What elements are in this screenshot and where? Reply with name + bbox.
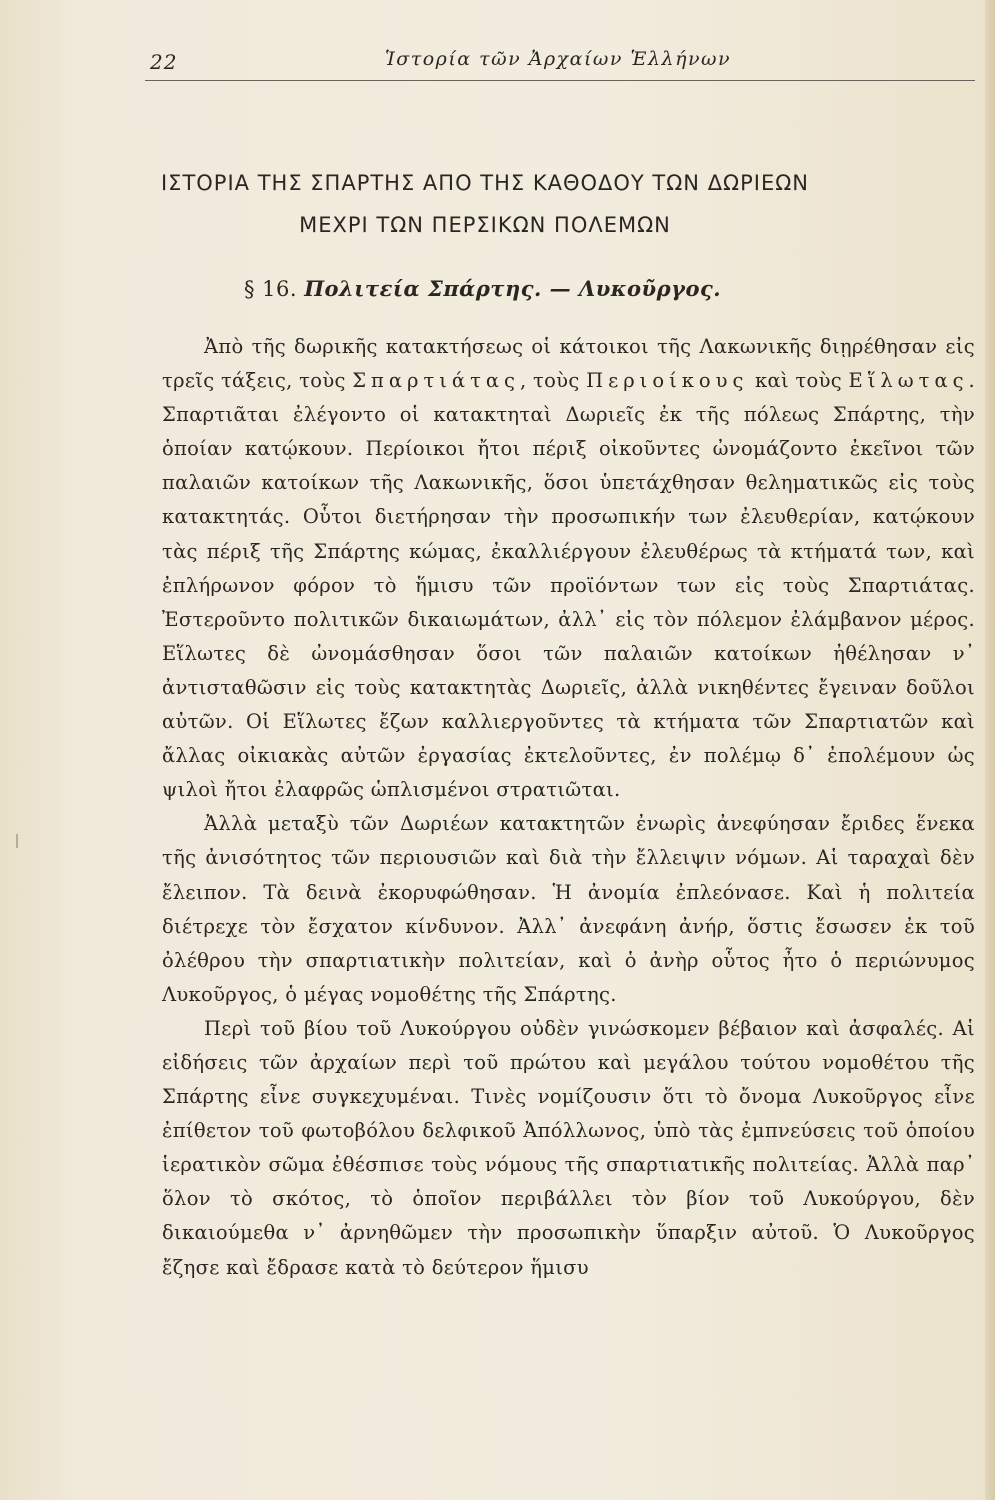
paragraph-1-text-a: Ἀπὸ τῆς δωρικῆς κατακτήσεως οἱ κάτοικοι τῆς Λακωνικῆς διῃρέθησαν εἰς τρεῖς τάξεις, τοὺς (162, 335, 975, 393)
paragraph-1-text-d: . Σπαρτιᾶται ἐλέγοντο οἱ κατακτηταὶ Δωριεῖς ἐκ τῆς πόλεως Σπάρτης, τὴν ὁποίαν κατῴκουν. Περίοικοι ἤτοι πέριξ οἰκοῦντες ὠνομάζοντο ἐκεῖνοι τῶν παλαιῶν κατοίκων τῆς Λακωνικῆς, ὅσοι ὑπετάχθησαν θεληματικῶς εἰς τοὺς κατακτητάς. Οὗτοι διετήρησαν τὴν προσωπικήν των ἐλευθερίαν, κατῴκουν τὰς πέριξ τῆς Σπάρτης κώμας, ἐκαλλιέργουν ἐλευθέρως τὰ κτήματά των, καὶ ἐπλήρωνον φόρον τὸ ἥμισυ τῶν προϊόντων των εἰς τοὺς Σπαρτιάτας. Ἐστεροῦντο πολιτικῶν δικαιωμάτων, ἀλλ᾽ εἰς τὸν πόλεμον ἐλάμβανον μέρος. Εἵλωτες δὲ ὠνομάσθησαν ὅσοι τῶν παλαιῶν κατοίκων ἠθέλησαν ν᾽ ἀντισταθῶσιν εἰς τοὺς κατακτητὰς Δωριεῖς, ἀλλὰ νικηθέντες ἔγειναν δοῦλοι αὐτῶν. Οἱ Εἵλωτες ἔζων καλλιεργοῦντες τὰ κτήματα τῶν Σπαρτιατῶν καὶ ἄλλας οἰκιακὰς αὐτῶν ἐργασίας ἐκτελοῦντες, ἐν πολέμῳ δ᾽ ἐπολέμουν ὡς ψιλοὶ ἤτοι ἐλαφρῶς ὡπλισμένοι στρατιῶται. (162, 369, 976, 802)
paragraph-2: Ἀλλὰ μεταξὺ τῶν Δωριέων κατακτητῶν ἐνωρὶς ἀνεφύησαν ἔριδες ἕνεκα τῆς ἀνισότητος τῶν περιουσιῶν καὶ διὰ τὴν ἔλλειψιν νόμων. Αἱ ταραχαὶ δὲν ἔλειπον. Τὰ δεινὰ ἐκορυφώθησαν. Ἡ ἀνομία ἐπλεόνασε. Καὶ ἡ πολιτεία διέτρεχε τὸν ἔσχατον κίνδυνον. Ἀλλ᾽ ἀνεφάνη ἀνήρ, ὅστις ἔσωσεν ἐκ τοῦ ὀλέθρου τὴν σπαρτιατικὴν πολιτείαν, καὶ ὁ ἀνὴρ οὗτος ἦτο ὁ περιώνυμος Λυκοῦργος, ὁ μέγας νομοθέτης τῆς Σπάρτης. (162, 812, 975, 1006)
section-title: Πολιτεία Σπάρτης. — Λυκοῦργος. (304, 276, 722, 301)
term-perioikoi: Περιοίκους (586, 369, 749, 393)
paragraph-1-text-b: , τοὺς (519, 369, 580, 393)
paragraph-1-text-c: καὶ τοὺς (754, 369, 842, 393)
body-text (162, 330, 975, 1285)
paragraph-1 (162, 330, 975, 807)
section-number: § 16. (243, 277, 298, 301)
page-edge (985, 0, 995, 1500)
term-spartiates: Σπαρτιάτας (352, 369, 520, 393)
margin-mark (16, 834, 18, 848)
header-rule (145, 80, 975, 81)
term-helots: Εἵλωτας (848, 369, 969, 393)
running-title: Ἱστορία τῶν Ἀρχαίων Ἑλλήνων (385, 48, 732, 70)
chapter-title-line-1: ΙΣΤΟΡΙΑ ΤΗΣ ΣΠΑΡΤΗΣ ΑΠΟ ΤΗΣ ΚΑΘΟΔΟΥ ΤΩΝ ΔΩΡΙΕΩΝ (160, 171, 809, 195)
paragraph-3: Περὶ τοῦ βίου τοῦ Λυκούργου οὐδὲν γινώσκομεν βέβαιον καὶ ἀσφαλές. Αἱ εἰδήσεις τῶν ἀρχαίων περὶ τοῦ πρώτου καὶ μεγάλου τούτου νομοθέτου τῆς Σπάρτης εἶνε συγκεχυμέναι. Τινὲς νομίζουσιν ὅτι τὸ ὄνομα Λυκοῦργος εἶνε ἐπίθετον τοῦ φωτοβόλου δελφικοῦ Ἀπόλλωνος, ὑπὸ τὰς ἐμπνεύσεις τοῦ ὁποίου ἱερατικὸν σῶμα ἐθέσπισε τοὺς νόμους τῆς σπαρτιατικῆς πολιτείας. Ἀλλὰ παρ᾽ ὅλον τὸ σκότος, τὸ ὁποῖον περιβάλλει τὸν βίον τοῦ Λυκούργου, δὲν δικαιούμεθα ν᾽ ἀρνηθῶμεν τὴν προσωπικὴν ὕπαρξιν αὐτοῦ. Ὁ Λυκοῦργος ἔζησε καὶ ἔδρασε κατὰ τὸ δεύτερον ἥμισυ (162, 1016, 975, 1279)
chapter-title-line-2: ΜΕΧΡΙ ΤΩΝ ΠΕΡΣΙΚΩΝ ΠΟΛΕΜΩΝ (299, 213, 671, 237)
chapter-title (130, 162, 840, 246)
page-number: 22 (150, 50, 178, 74)
section-heading (150, 276, 815, 301)
